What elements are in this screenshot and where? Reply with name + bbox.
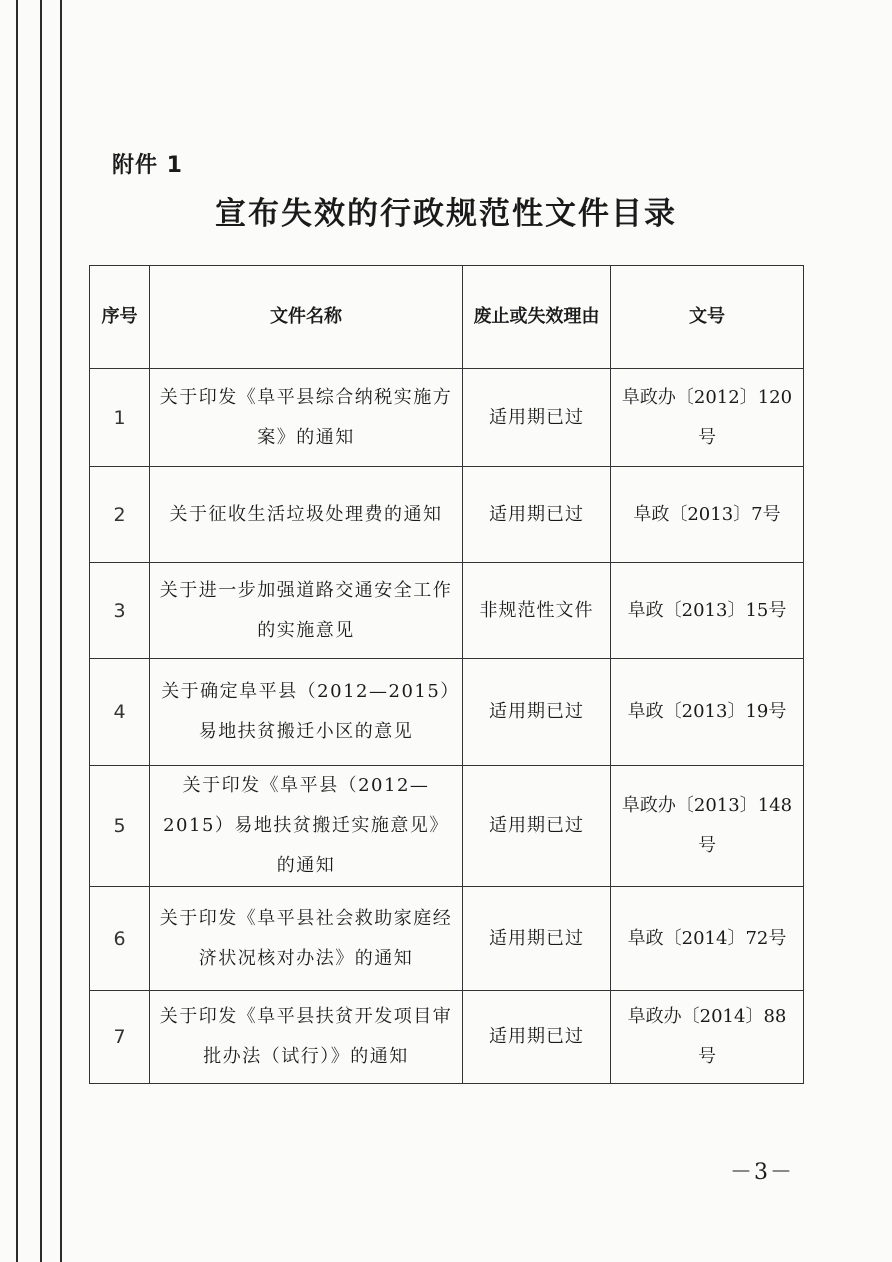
row-document-name: 关于确定阜平县（2012—2015）易地扶贫搬迁小区的意见 xyxy=(150,659,463,766)
row-doc-number: 阜政办〔2014〕88号 xyxy=(611,991,804,1084)
table-row xyxy=(90,369,804,467)
row-reason: 适用期已过 xyxy=(463,369,611,467)
table-row xyxy=(90,467,804,563)
row-doc-number: 阜政〔2014〕72号 xyxy=(611,887,804,991)
row-doc-number: 阜政办〔2013〕148号 xyxy=(611,766,804,887)
row-document-name: 关于印发《阜平县社会救助家庭经济状况核对办法》的通知 xyxy=(150,887,463,991)
row-document-name: 关于印发《阜平县（2012—2015）易地扶贫搬迁实施意见》的通知 xyxy=(150,766,463,887)
row-document-name: 关于征收生活垃圾处理费的通知 xyxy=(150,467,463,563)
row-doc-number: 阜政〔2013〕19号 xyxy=(611,659,804,766)
row-reason: 适用期已过 xyxy=(463,467,611,563)
header-name: 文件名称 xyxy=(150,266,463,369)
row-document-name: 关于印发《阜平县扶贫开发项目审批办法（试行）》的通知 xyxy=(150,991,463,1084)
row-index: 4 xyxy=(90,659,150,766)
row-index: 1 xyxy=(90,369,150,467)
header-doc-no: 文号 xyxy=(611,266,804,369)
row-reason: 非规范性文件 xyxy=(463,563,611,659)
table-row xyxy=(90,659,804,766)
row-index: 2 xyxy=(90,467,150,563)
attachment-label: 附件 1 xyxy=(112,153,183,178)
table-header-row xyxy=(90,266,804,369)
row-document-name: 关于进一步加强道路交通安全工作的实施意见 xyxy=(150,563,463,659)
row-index: 3 xyxy=(90,563,150,659)
row-reason: 适用期已过 xyxy=(463,887,611,991)
row-document-name: 关于印发《阜平县综合纳税实施方案》的通知 xyxy=(150,369,463,467)
header-reason: 废止或失效理由 xyxy=(463,266,611,369)
row-doc-number: 阜政〔2013〕15号 xyxy=(611,563,804,659)
header-index: 序号 xyxy=(90,266,150,369)
row-reason: 适用期已过 xyxy=(463,766,611,887)
row-index: 6 xyxy=(90,887,150,991)
page-number: －3－ xyxy=(730,1160,794,1185)
table-row xyxy=(90,887,804,991)
table-row xyxy=(90,991,804,1084)
revoked-documents-table xyxy=(89,265,804,1084)
row-reason: 适用期已过 xyxy=(463,991,611,1084)
document-title: 宣布失效的行政规范性文件目录 xyxy=(215,196,677,232)
row-index: 5 xyxy=(90,766,150,887)
table-row xyxy=(90,766,804,887)
row-index: 7 xyxy=(90,991,150,1084)
row-doc-number: 阜政〔2013〕7号 xyxy=(611,467,804,563)
row-doc-number: 阜政办〔2012〕120号 xyxy=(611,369,804,467)
table-row xyxy=(90,563,804,659)
row-reason: 适用期已过 xyxy=(463,659,611,766)
